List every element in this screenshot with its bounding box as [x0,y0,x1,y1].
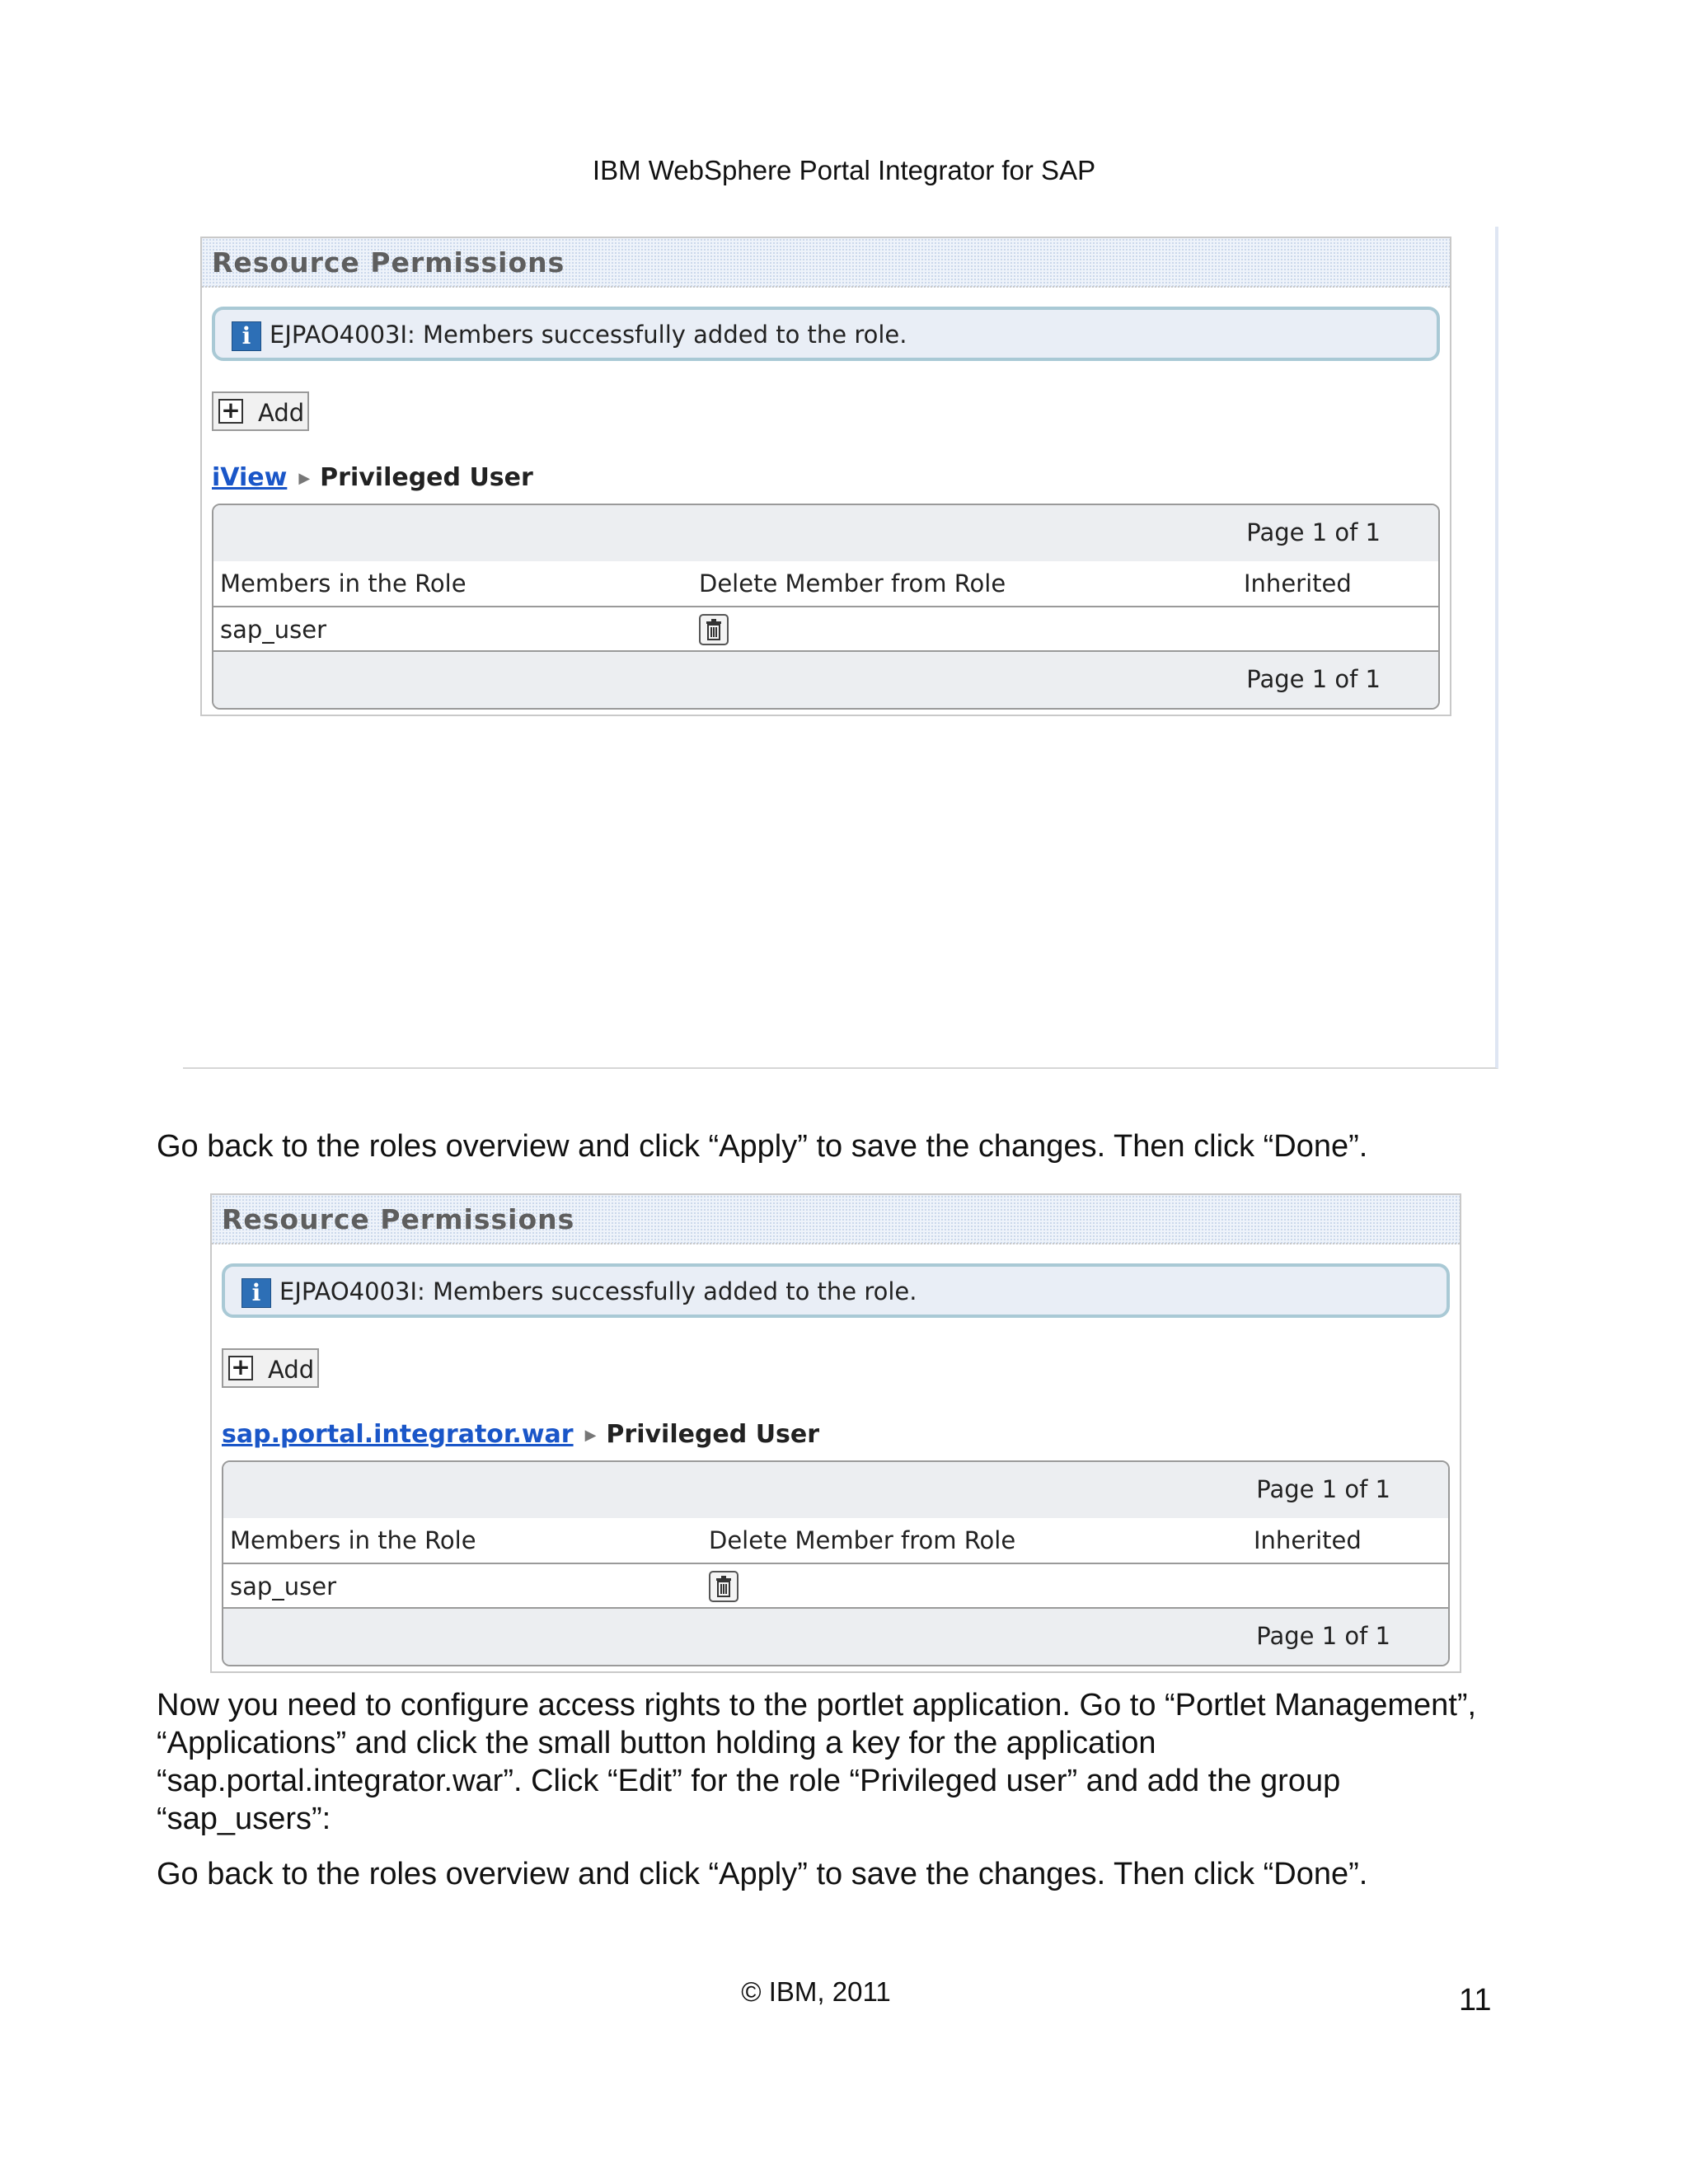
chevron-right-icon: ▶ [584,1427,597,1444]
column-header: Delete Member from Role [709,1526,1016,1554]
pager-text: Page 1 of 1 [1246,665,1381,693]
footer-copyright: © IBM, 2011 [741,1976,891,2007]
message-text: EJPAO4003I: Members successfully added to the role. [279,1277,917,1305]
instruction-paragraph: Go back to the roles overview and click “Apply” to save the changes. Then click “Done”. [157,1129,1368,1164]
members-table [212,504,1440,710]
pager-text: Page 1 of 1 [1256,1475,1390,1503]
trash-icon[interactable] [709,1571,738,1602]
column-header: Members in the Role [220,569,467,598]
table-header-row [213,561,1438,607]
add-button[interactable] [222,1348,319,1388]
document-header: IBM WebSphere Portal Integrator for SAP [592,155,1096,185]
breadcrumb [212,463,533,492]
panel-title-bar [212,1195,1460,1244]
add-button-label: Add [268,1356,315,1384]
pager-bottom [213,650,1438,708]
column-header: Inherited [1254,1526,1362,1554]
resource-permissions-panel [200,237,1451,716]
column-header: Members in the Role [230,1526,476,1554]
pager-top [223,1462,1448,1520]
breadcrumb-current: Privileged User [606,1420,820,1449]
message-text: EJPAO4003I: Members successfully added to the role. [270,321,907,349]
info-icon: i [232,321,261,351]
info-icon: i [241,1278,271,1308]
instruction-paragraph: Go back to the roles overview and click “Apply” to save the changes. Then click “Done”. [157,1857,1368,1891]
pager-text: Page 1 of 1 [1256,1622,1390,1650]
members-table [222,1460,1450,1666]
plus-icon: + [218,399,243,424]
member-name: sap_user [230,1572,337,1601]
column-header: Delete Member from Role [699,569,1006,598]
add-button[interactable] [212,391,309,431]
table-row [213,607,1438,654]
breadcrumb-link[interactable]: sap.portal.integrator.war [222,1420,574,1449]
breadcrumb-current: Privileged User [320,463,533,492]
resource-permissions-panel [210,1193,1461,1673]
chevron-right-icon: ▶ [298,470,311,487]
instruction-paragraph: Now you need to configure access rights to the portlet application. Go to “Portlet Management”, “Applications” and click the small button holding a key for the application “sap.portal.integrator.war”. Click “Edit” for the role “Privileged user” and add the group “sap_users”: [157,1688,1477,1836]
add-button-label: Add [258,399,305,427]
page-number: 11 [1459,1983,1492,2018]
pager-top [213,505,1438,563]
breadcrumb [222,1420,819,1449]
panel-title-bar [202,238,1450,288]
table-header-row [223,1518,1448,1564]
column-header: Inherited [1244,569,1352,598]
trash-icon[interactable] [699,614,729,645]
pager-text: Page 1 of 1 [1246,518,1381,546]
table-row [223,1564,1448,1610]
plus-icon: + [228,1356,253,1380]
breadcrumb-link[interactable]: iView [212,463,288,492]
pager-bottom [223,1607,1448,1665]
success-message [212,307,1440,361]
success-message [222,1263,1450,1318]
panel-title: Resource Permissions [222,1203,575,1235]
panel-title: Resource Permissions [212,246,565,279]
member-name: sap_user [220,616,327,644]
